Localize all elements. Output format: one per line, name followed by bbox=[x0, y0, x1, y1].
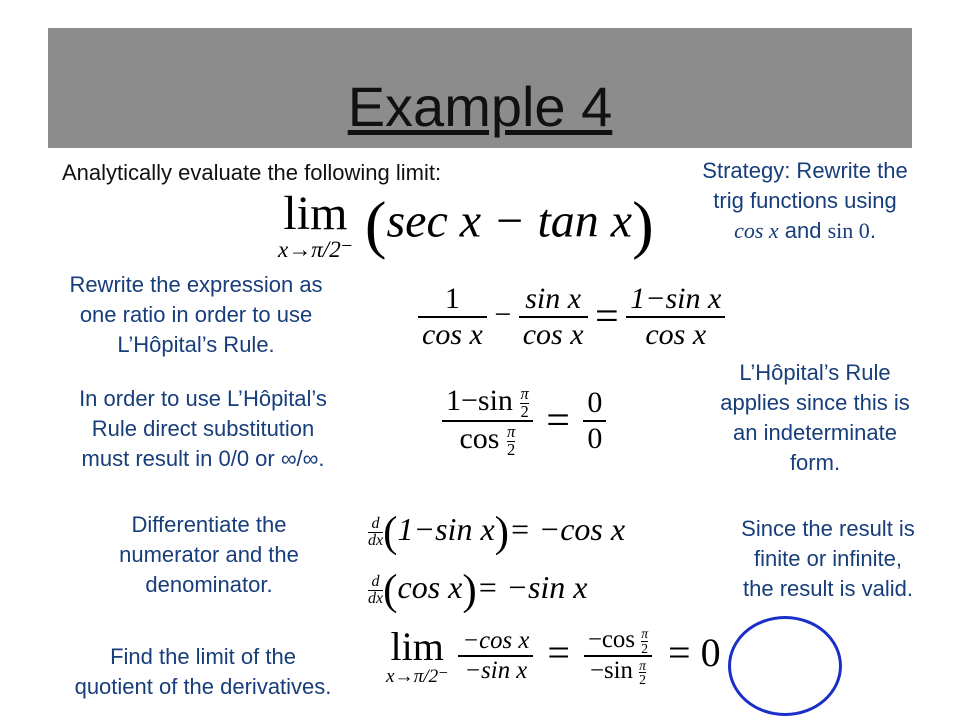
main-limit: lim x→π/2⁻ (sec x − tan x) bbox=[278, 186, 654, 262]
derivative-denominator: $\frac{d}{dx}$ (cos x)= −sin x bbox=[368, 567, 588, 614]
direct-sub-line-2: Rule direct substitution bbox=[91, 416, 315, 441]
applies-note bbox=[680, 358, 950, 478]
rewrite-line-1: Rewrite the expression as bbox=[69, 272, 323, 297]
find-limit-line-1: Find the limit of the bbox=[110, 644, 296, 669]
strategy-cos: cos x bbox=[734, 218, 779, 243]
find-limit-line-2: quotient of the derivatives. bbox=[74, 674, 332, 699]
lim-subscript: x→π/2⁻ bbox=[278, 235, 353, 262]
final-limit: lim x→π/2⁻ $\frac{\text{−cos x}}{\text{−sin x}}$ = −cos $\frac{\pi}{2}$ −sin $\frac{\pi}{2}$ = 0 bbox=[386, 623, 721, 688]
applies-line-2: applies since this is bbox=[720, 390, 910, 415]
strategy-line-2: trig functions using bbox=[713, 188, 897, 213]
fraction-1-over-cos: $\frac{1}{\text{cos x}}$ bbox=[418, 282, 487, 352]
strategy-line-3 bbox=[662, 216, 948, 246]
valid-line-3: the result is valid. bbox=[743, 576, 913, 601]
rewrite-note bbox=[24, 270, 368, 360]
answer-highlight-circle bbox=[728, 616, 842, 716]
direct-sub-line-1: In order to use L’Hôpital’s bbox=[79, 386, 327, 411]
rewrite-line-3: L’Hôpital’s Rule. bbox=[117, 332, 275, 357]
differentiate-note bbox=[70, 510, 348, 600]
strategy-and: and bbox=[784, 218, 822, 243]
applies-line-3: an indeterminate bbox=[733, 420, 897, 445]
applies-line-4: form. bbox=[789, 450, 841, 475]
valid-note bbox=[700, 514, 956, 604]
direct-sub-line-3: must result in 0/0 or ∞/∞. bbox=[81, 446, 325, 471]
differentiate-line-1: Differentiate the bbox=[131, 512, 287, 537]
fraction-substituted: 1−sin $\frac{\pi}{2}$ cos $\frac{\pi}{2}$ bbox=[442, 384, 533, 458]
intro-text: Analytically evaluate the following limit: bbox=[62, 160, 442, 185]
derivative-numerator: $\frac{d}{dx}$ (1−sin x)= −cos x bbox=[368, 509, 626, 556]
fraction-combined: $\frac{\text{1−sin x}}{\text{cos x}}$ bbox=[626, 282, 725, 352]
strategy-line-1: Strategy: Rewrite the bbox=[702, 158, 908, 183]
final-limit-operator: lim x→π/2⁻ bbox=[386, 623, 449, 687]
valid-line-1: Since the result is bbox=[741, 516, 915, 541]
fraction-sin-over-cos: $\frac{\text{sin x}}{\text{cos x}}$ bbox=[519, 282, 588, 352]
main-expression: sec x − tan x bbox=[386, 194, 633, 248]
strategy-period: . bbox=[869, 218, 876, 243]
final-fraction-substituted: −cos $\frac{\pi}{2}$ −sin $\frac{\pi}{2}$ bbox=[584, 626, 652, 687]
applies-line-1: L’Hôpital’s Rule bbox=[739, 360, 891, 385]
strategy-sin: sin 0 bbox=[827, 218, 870, 243]
limit-operator bbox=[278, 186, 353, 262]
differentiate-line-2: numerator and the bbox=[119, 542, 299, 567]
fraction-zero-over-zero: $\frac{0}{0}$ bbox=[583, 386, 606, 456]
direct-substitution-note bbox=[30, 384, 376, 474]
rewrite-equation: $\frac{1}{\text{cos x}}$ − $\frac{\text{sin x}}{\text{cos x}}$ = $\frac{\text{1−sin x}}{\text{cos x}}$ bbox=[418, 282, 725, 352]
slide-title: Example 4 bbox=[347, 75, 613, 138]
lim-text: lim bbox=[283, 186, 348, 240]
final-result: = 0 bbox=[668, 629, 721, 675]
substitution-equation: 1−sin $\frac{\pi}{2}$ cos $\frac{\pi}{2}$ = $\frac{0}{0}$ bbox=[442, 384, 606, 458]
find-limit-note bbox=[30, 642, 376, 702]
strategy-note bbox=[662, 156, 948, 246]
valid-line-2: finite or infinite, bbox=[754, 546, 902, 571]
title-bar bbox=[48, 28, 912, 148]
final-fraction-derivatives: $\frac{\text{−cos x}}{\text{−sin x}}$ bbox=[458, 627, 533, 685]
differentiate-line-3: denominator. bbox=[145, 572, 273, 597]
rewrite-line-2: one ratio in order to use bbox=[79, 302, 313, 327]
